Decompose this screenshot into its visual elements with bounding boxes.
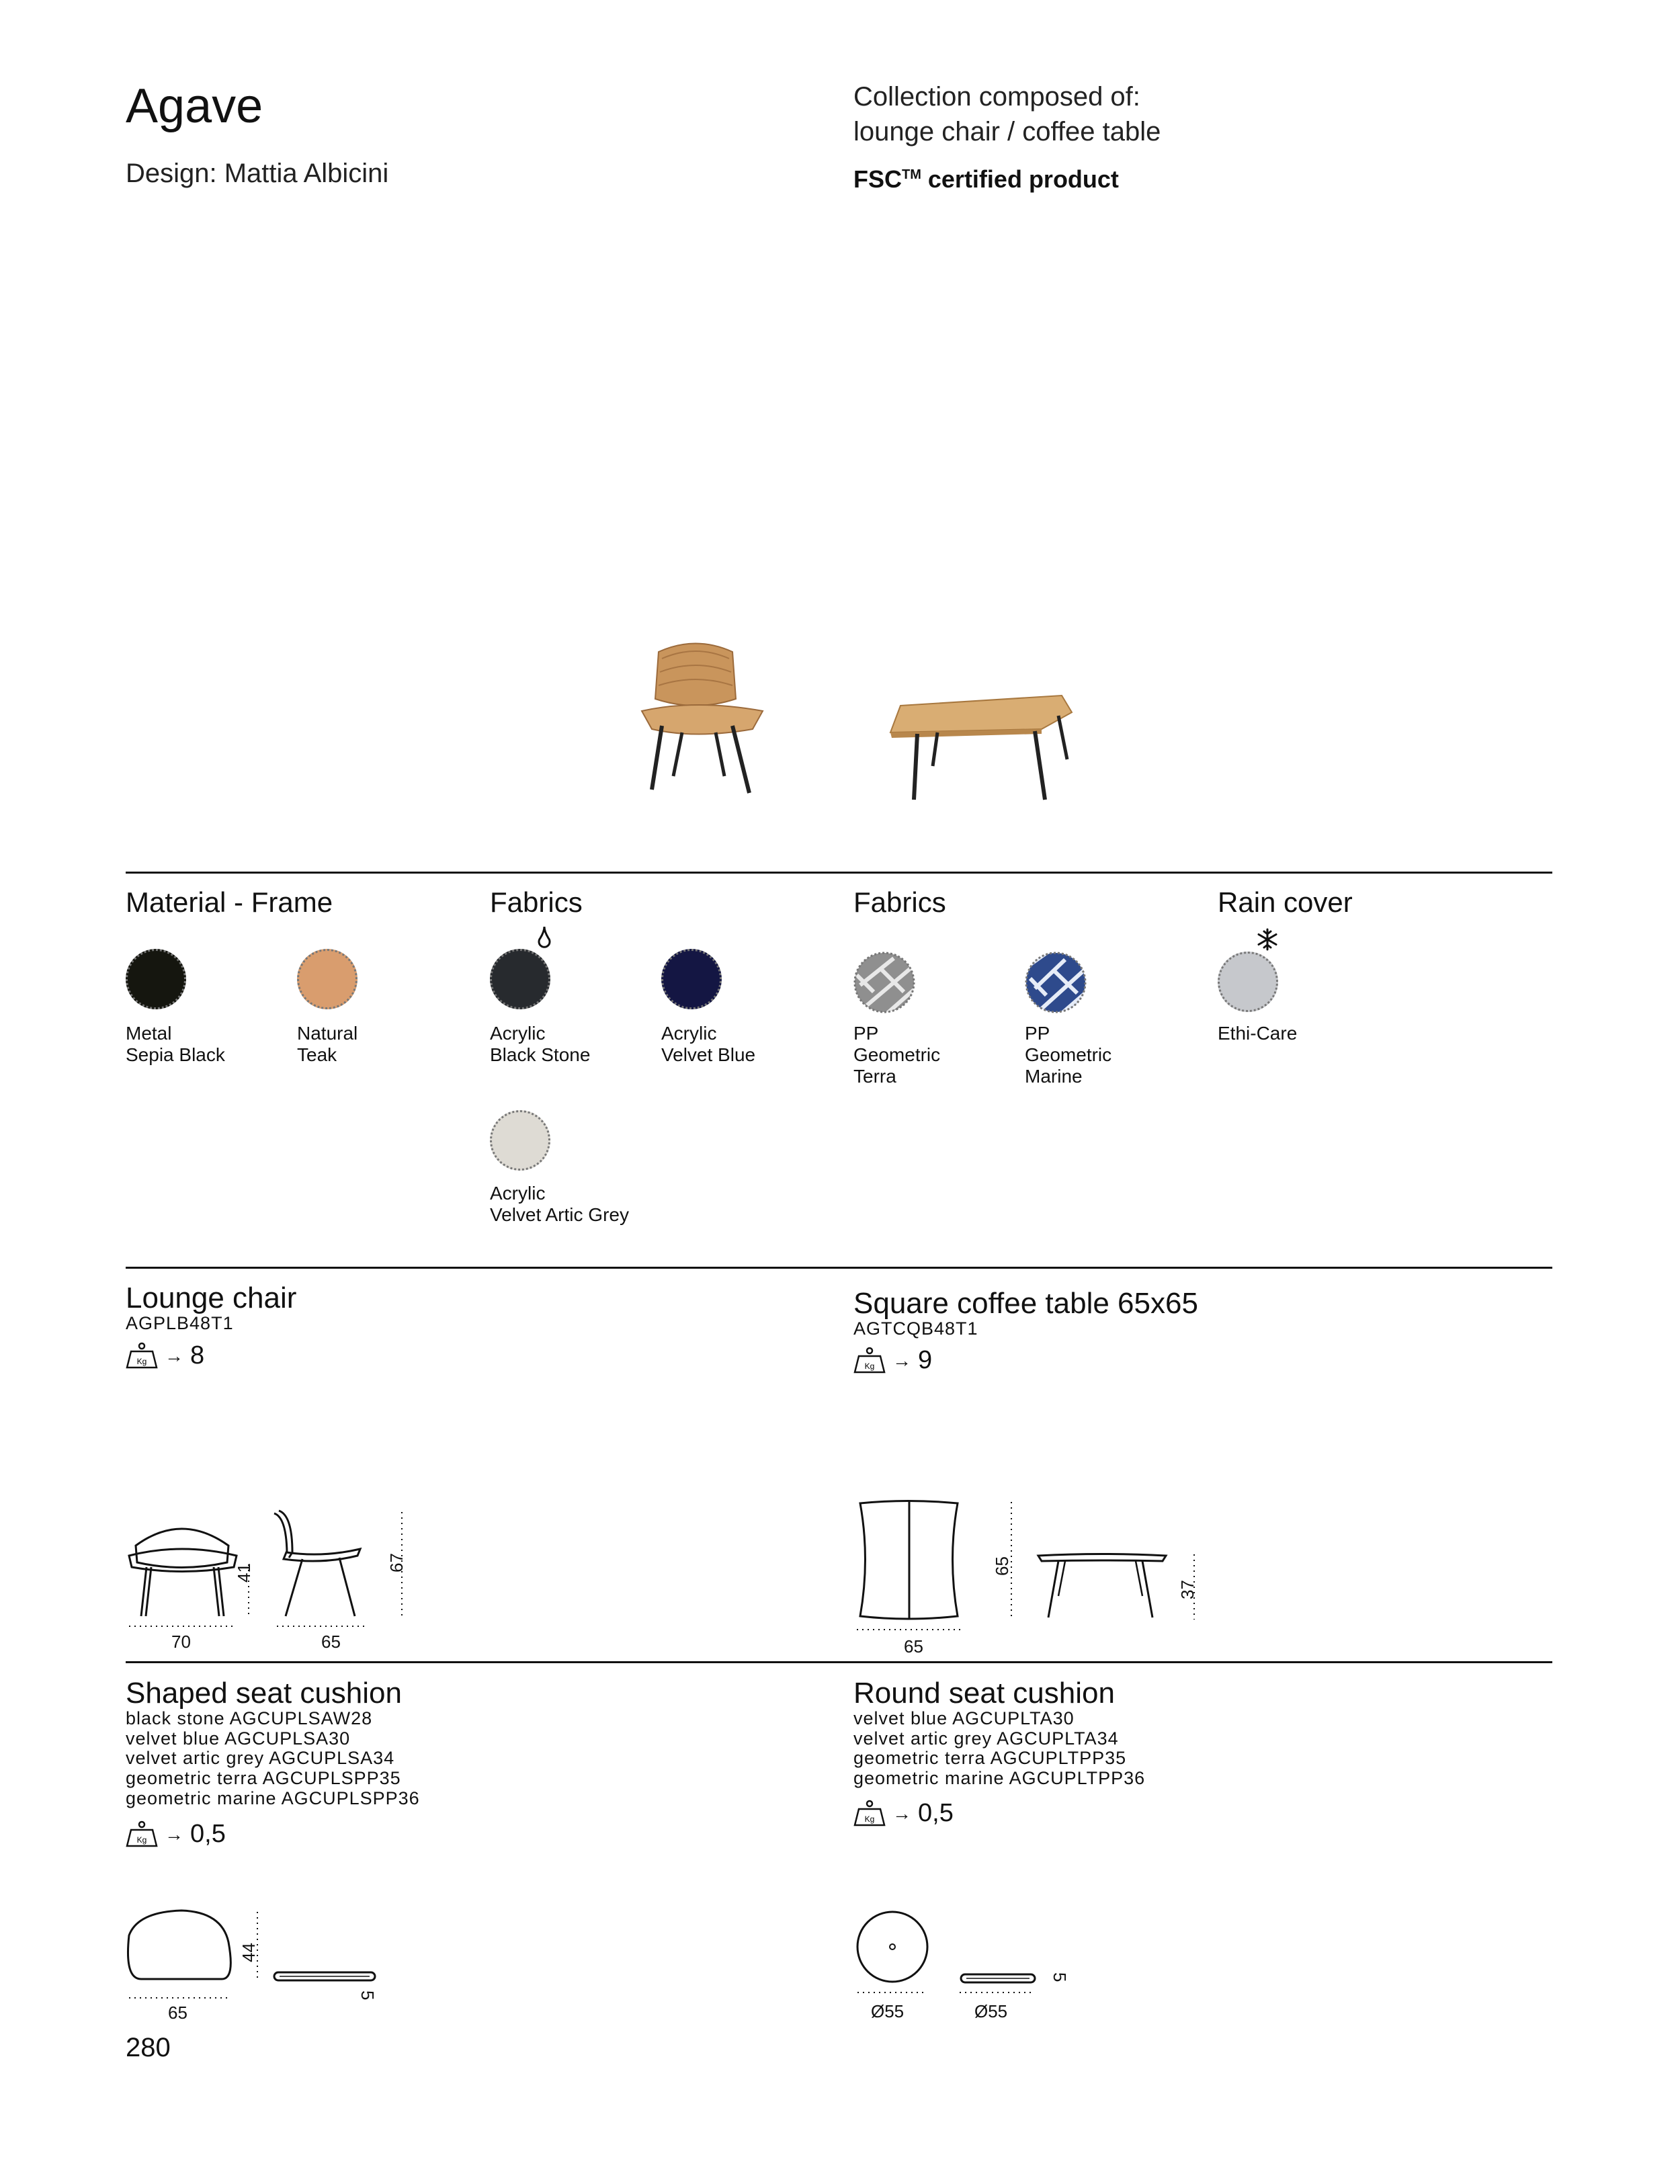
lounge-chair-dimension-drawing — [121, 1505, 417, 1650]
shaped-cushion-weight: Kg → 0,5 — [126, 1820, 226, 1849]
collection-items: lounge chair / coffee table — [853, 117, 1161, 146]
lounge-chair-name: Lounge chair — [126, 1282, 297, 1314]
svg-text:Kg: Kg — [864, 1361, 875, 1371]
code-line: geometric terra AGCUPLTPP35 — [853, 1748, 1127, 1769]
coffee-table-dimension-drawing — [847, 1495, 1210, 1646]
fabrics-heading: Fabrics — [490, 886, 583, 918]
round-cushion-dimension-drawing — [847, 1905, 1075, 1999]
coffee-table-code: AGTCQB48T1 — [853, 1318, 978, 1339]
fabrics-heading-2: Fabrics — [853, 886, 946, 918]
shaped-cushion-thickness-dimension: 5 — [358, 1990, 378, 2001]
swatch-label-natural-teak: Natural Teak — [297, 1023, 358, 1066]
round-cushion-weight-value: 0,5 — [918, 1799, 954, 1827]
code-line: velvet artic grey AGCUPLTA34 — [853, 1728, 1119, 1749]
coffee-table-weight: Kg → 9 — [853, 1346, 932, 1375]
page-number: 280 — [126, 2033, 171, 2062]
code-line: velvet blue AGCUPLTA30 — [853, 1708, 1075, 1728]
round-cushion-codes — [853, 1709, 1145, 1789]
swatch-label-acrylic-black-stone: Acrylic Black Stone — [490, 1023, 591, 1066]
swatch-label-metal-sepia-black: Metal Sepia Black — [126, 1023, 225, 1066]
page-title: Agave — [126, 79, 263, 133]
swatch-acrylic-velvet-artic-grey — [490, 1110, 550, 1171]
water-drop-icon — [536, 925, 553, 949]
lounge-chair-weight-value: 8 — [190, 1341, 205, 1370]
svg-text:Kg: Kg — [136, 1835, 147, 1845]
fsc-certification: FSC™ certified product — [853, 165, 1119, 193]
code-line: geometric marine AGCUPLSPP36 — [126, 1788, 420, 1808]
designer-credit: Design: Mattia Albicini — [126, 159, 389, 188]
swatch-acrylic-black-stone — [490, 949, 550, 1009]
coffee-table-height-dimension: 37 — [1177, 1580, 1198, 1599]
swatch-label-acrylic-velvet-artic-grey: Acrylic Velvet Artic Grey — [490, 1183, 629, 1226]
round-cushion-diameter-top: Ø55 — [871, 2001, 905, 2021]
code-line: velvet artic grey AGCUPLSA34 — [126, 1748, 395, 1769]
svg-text:Kg: Kg — [136, 1356, 147, 1366]
coffee-table-weight-value: 9 — [918, 1346, 933, 1374]
lounge-chair-seat-height-dimension: 41 — [234, 1563, 254, 1583]
weight-icon — [853, 1347, 886, 1375]
swatch-label-ethi-care: Ethi-Care — [1218, 1023, 1298, 1044]
lounge-chair-height-dimension: 67 — [386, 1553, 407, 1572]
shaped-cushion-depth-dimension: 44 — [239, 1943, 259, 1962]
swatch-label-acrylic-velvet-blue: Acrylic Velvet Blue — [661, 1023, 756, 1066]
lounge-chair-depth-dimension: 65 — [321, 1632, 341, 1652]
swatch-natural-teak — [297, 949, 358, 1009]
code-line: geometric terra AGCUPLSPP35 — [126, 1768, 401, 1789]
code-line: velvet blue AGCUPLSA30 — [126, 1728, 351, 1749]
divider — [126, 1267, 1552, 1269]
lounge-chair-code: AGPLB48T1 — [126, 1313, 234, 1333]
swatch-pp-geometric-marine — [1025, 952, 1087, 1013]
divider — [126, 872, 1552, 874]
shaped-cushion-weight-value: 0,5 — [190, 1820, 226, 1848]
round-cushion-diameter-side: Ø55 — [974, 2001, 1008, 2021]
lounge-chair-photo — [598, 632, 793, 806]
swatch-label-pp-geometric-terra: PP Geometric Terra — [853, 1023, 941, 1087]
rain-cover-heading: Rain cover — [1218, 886, 1353, 918]
swatch-label-pp-geometric-marine: PP Geometric Marine — [1025, 1023, 1112, 1087]
round-cushion-weight: Kg → 0,5 — [853, 1799, 954, 1828]
collection-heading: Collection composed of: — [853, 82, 1140, 112]
round-cushion-thickness-dimension: 5 — [1050, 1972, 1070, 1982]
swatch-pp-geometric-terra — [853, 952, 915, 1013]
lounge-chair-weight: Kg → 8 — [126, 1341, 204, 1370]
coffee-table-depth-dimension: 65 — [992, 1556, 1012, 1576]
weight-icon — [853, 1800, 886, 1828]
divider — [126, 1661, 1552, 1663]
swatch-acrylic-velvet-blue — [661, 949, 722, 1009]
weight-icon — [126, 1342, 158, 1370]
svg-text:Kg: Kg — [864, 1814, 875, 1824]
coffee-table-photo — [880, 679, 1082, 813]
round-cushion-name: Round seat cushion — [853, 1677, 1115, 1710]
shaped-cushion-name: Shaped seat cushion — [126, 1677, 402, 1710]
coffee-table-width-dimension: 65 — [904, 1636, 923, 1656]
weight-icon — [126, 1820, 158, 1849]
code-line: black stone AGCUPLSAW28 — [126, 1708, 373, 1728]
material-frame-heading: Material - Frame — [126, 886, 333, 918]
shaped-cushion-width-dimension: 65 — [168, 2003, 187, 2023]
shaped-cushion-codes — [126, 1709, 420, 1808]
lounge-chair-width-dimension: 70 — [171, 1632, 191, 1652]
swatch-ethi-care — [1218, 952, 1278, 1012]
snowflake-icon — [1255, 927, 1279, 952]
code-line: geometric marine AGCUPLTPP36 — [853, 1768, 1146, 1789]
swatch-metal-sepia-black — [126, 949, 186, 1009]
coffee-table-name: Square coffee table 65x65 — [853, 1287, 1198, 1320]
